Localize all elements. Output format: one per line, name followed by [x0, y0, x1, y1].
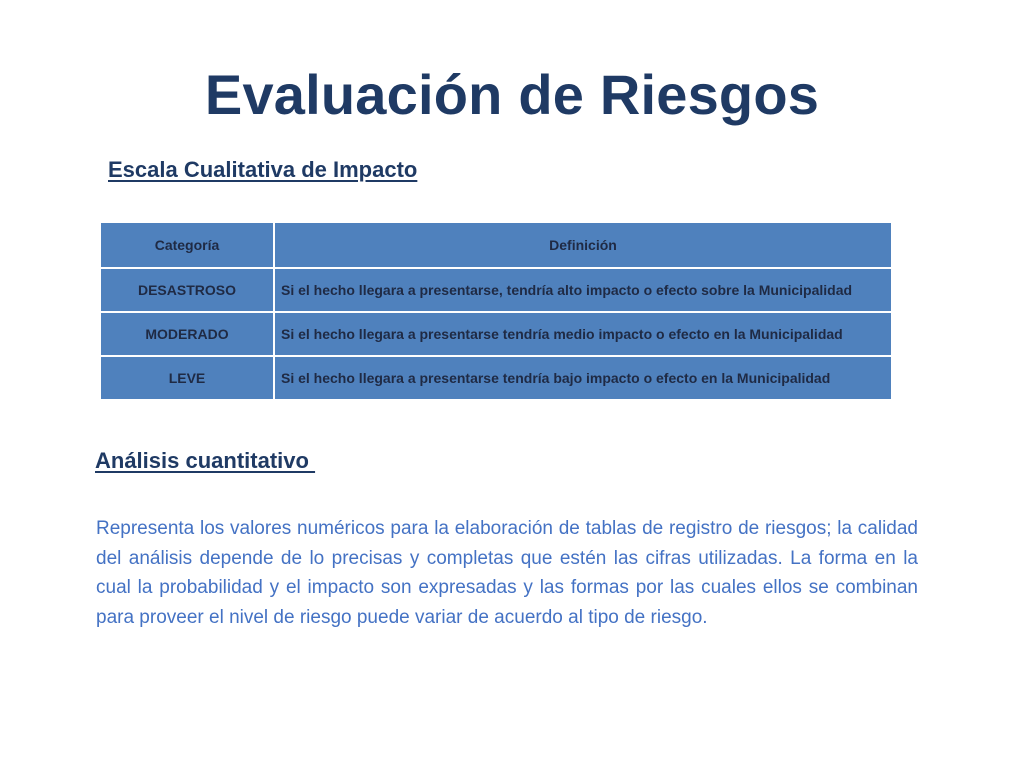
category-cell-desastroso: DESASTROSO: [100, 268, 274, 312]
table-row: [100, 356, 892, 400]
header-category: Categoría: [100, 222, 274, 268]
table-row: [100, 268, 892, 312]
header-definition: Definición: [274, 222, 892, 268]
definition-cell-desastroso: Si el hecho llegara a presentarse, tendría alto impacto o efecto sobre la Municipalidad: [274, 268, 892, 312]
impact-scale-table: [99, 221, 893, 401]
quantitative-analysis-paragraph: Representa los valores numéricos para la elaboración de tablas de registro de riesgos; la calidad del análisis depende de lo precisas y completas que estén las cifras utilizadas. La forma en la cual la probabilidad y el impacto son expresadas y las formas por las cuales ellos se combinan para proveer el nivel de riesgo puede variar de acuerdo al tipo de riesgo.: [96, 518, 918, 628]
category-cell-leve: LEVE: [100, 356, 274, 400]
definition-cell-moderado: Si el hecho llegara a presentarse tendría medio impacto o efecto en la Municipalidad: [274, 312, 892, 356]
quantitative-analysis-heading: Análisis cuantitativo: [95, 448, 316, 473]
impact-scale-subtitle: Escala Cualitativa de Impacto: [108, 157, 418, 182]
table-header-row: [100, 222, 892, 268]
slide-title: Evaluación de Riesgos: [204, 63, 820, 126]
definition-cell-leve: Si el hecho llegara a presentarse tendría bajo impacto o efecto en la Municipalidad: [274, 356, 892, 400]
category-cell-moderado: MODERADO: [100, 312, 274, 356]
table-row: [100, 312, 892, 356]
